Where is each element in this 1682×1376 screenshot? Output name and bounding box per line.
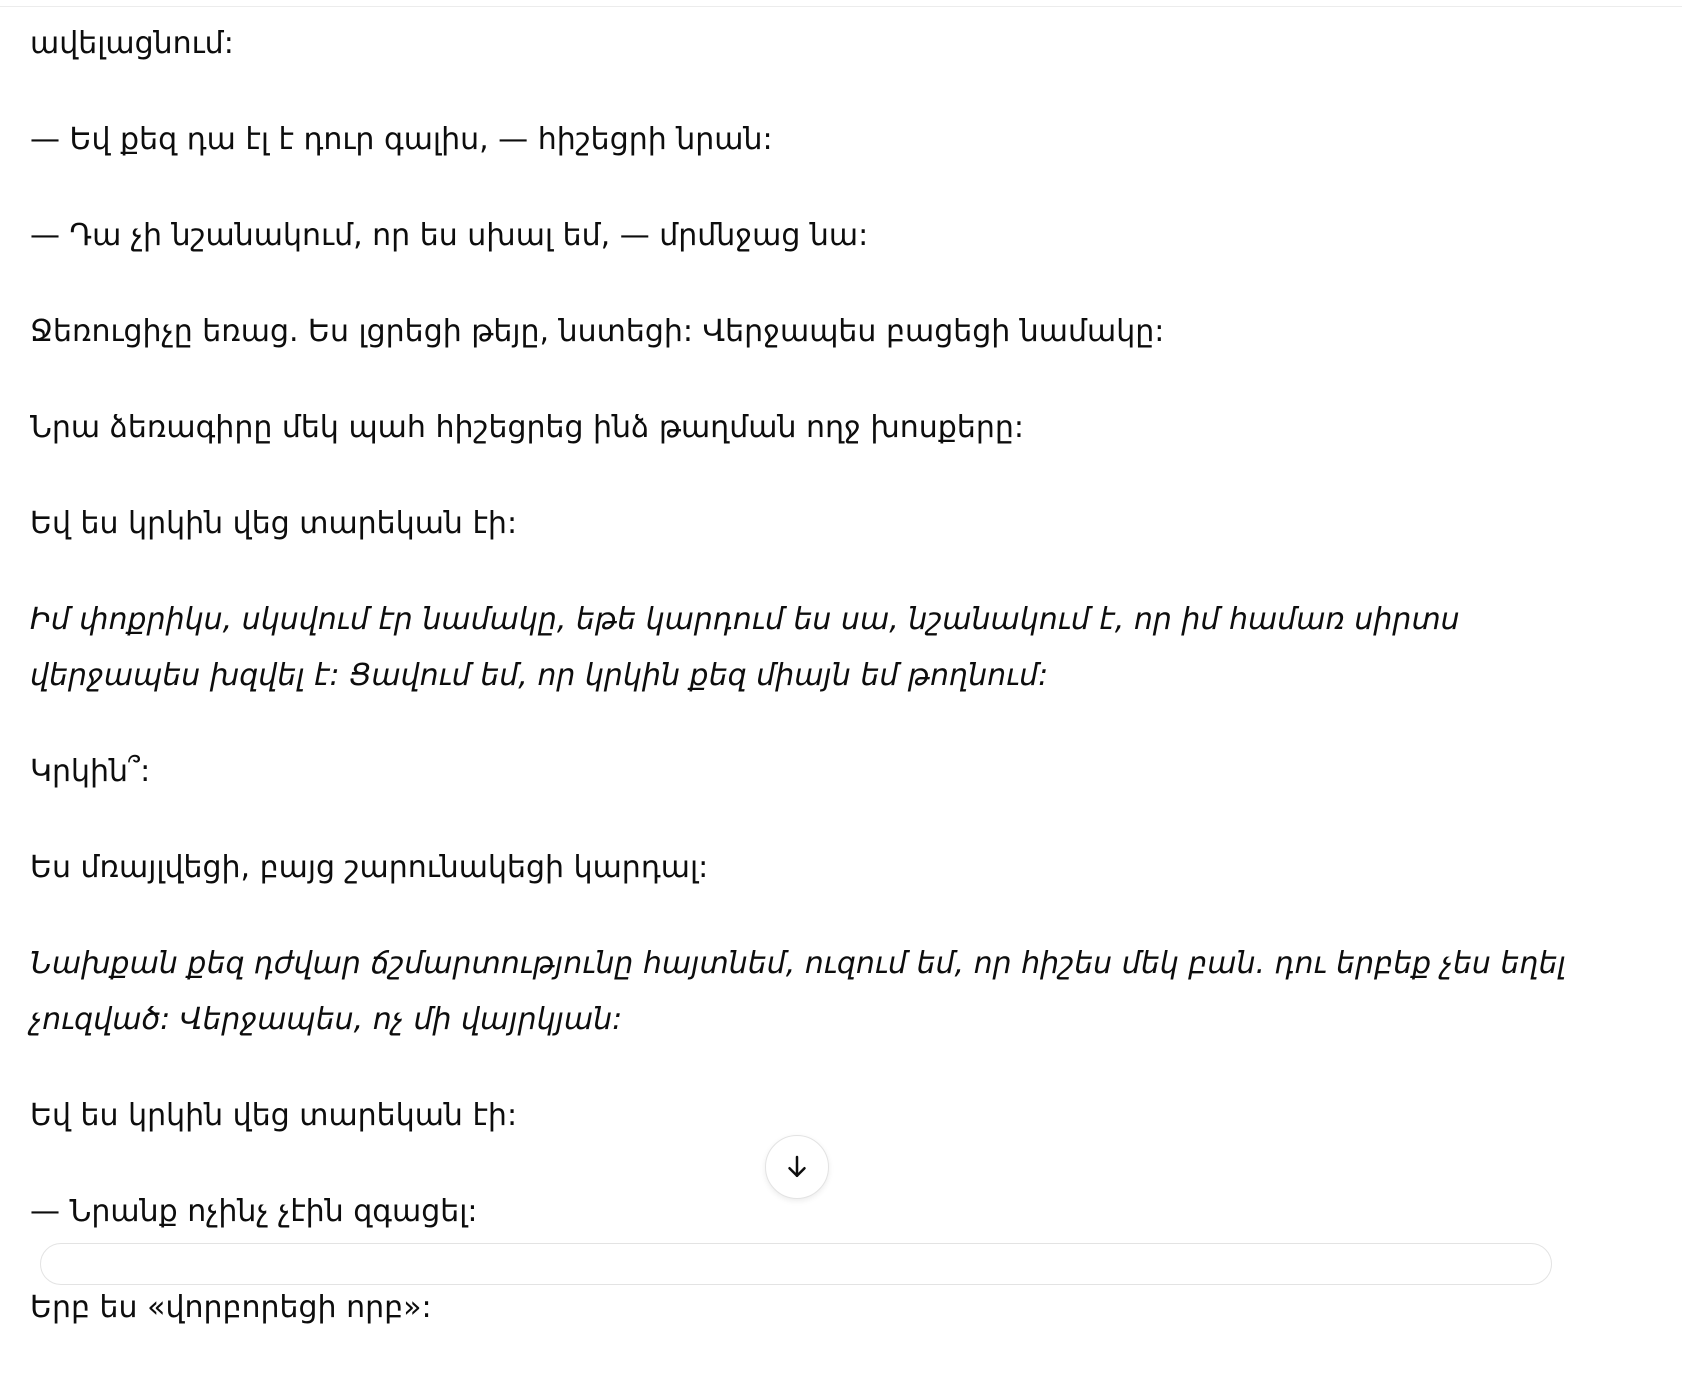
message-paragraph: Եվ ես կրկին վեց տարեկան էի:: [30, 1098, 518, 1133]
message-paragraph: Եվ ես կրկին վեց տարեկան էի:: [30, 506, 518, 541]
message-paragraph: — Դա չի նշանակում, որ ես սխալ եմ, — մրմնջաց նա:: [30, 218, 869, 253]
message-paragraph: — Եվ քեզ դա էլ է դուր գալիս, — հիշեցրի նրան:: [30, 122, 773, 157]
message-paragraph-italic: Իմ փոքրիկս, սկսվում էր նամակը, եթե կարդում ես սա, նշանակում է, որ իմ համառ սիրտս վերջապես խզվել է: Ցավում եմ, որ կրկին քեզ միայն եմ թողնում:: [30, 602, 1460, 693]
scroll-to-bottom-button[interactable]: [765, 1135, 829, 1199]
message-paragraph-italic: Նախքան քեզ դժվար ճշմարտությունը հայտնեմ, ուզում եմ, որ հիշես մեկ բան. դու երբեք չես եղել չուզված: Վերջապես, ոչ մի վայրկյան:: [30, 946, 1566, 1037]
message-paragraph: Նրա ձեռագիրը մեկ պահ հիշեցրեց ինձ թաղման ողջ խոսքերը:: [30, 410, 1025, 445]
message-composer[interactable]: [40, 1243, 1552, 1285]
message-paragraph: Ես մռայլվեցի, բայց շարունակեցի կարդալ:: [30, 850, 709, 885]
message-paragraph: Կրկին՞:: [30, 754, 151, 789]
message-paragraph: Ջեռուցիչը եռաց. Ես լցրեցի թեյը, նստեցի: Վերջապես բացեցի նամակը:: [30, 314, 1165, 349]
message-paragraph: ավելացնում:: [30, 26, 234, 61]
top-divider: [0, 6, 1682, 7]
message-paragraph: Երբ ես «վորբորեցի որբ»:: [30, 1290, 432, 1325]
message-paragraph: — Նրանք ոչինչ չէին զգացել:: [30, 1194, 478, 1229]
arrow-down-icon: [782, 1152, 812, 1182]
